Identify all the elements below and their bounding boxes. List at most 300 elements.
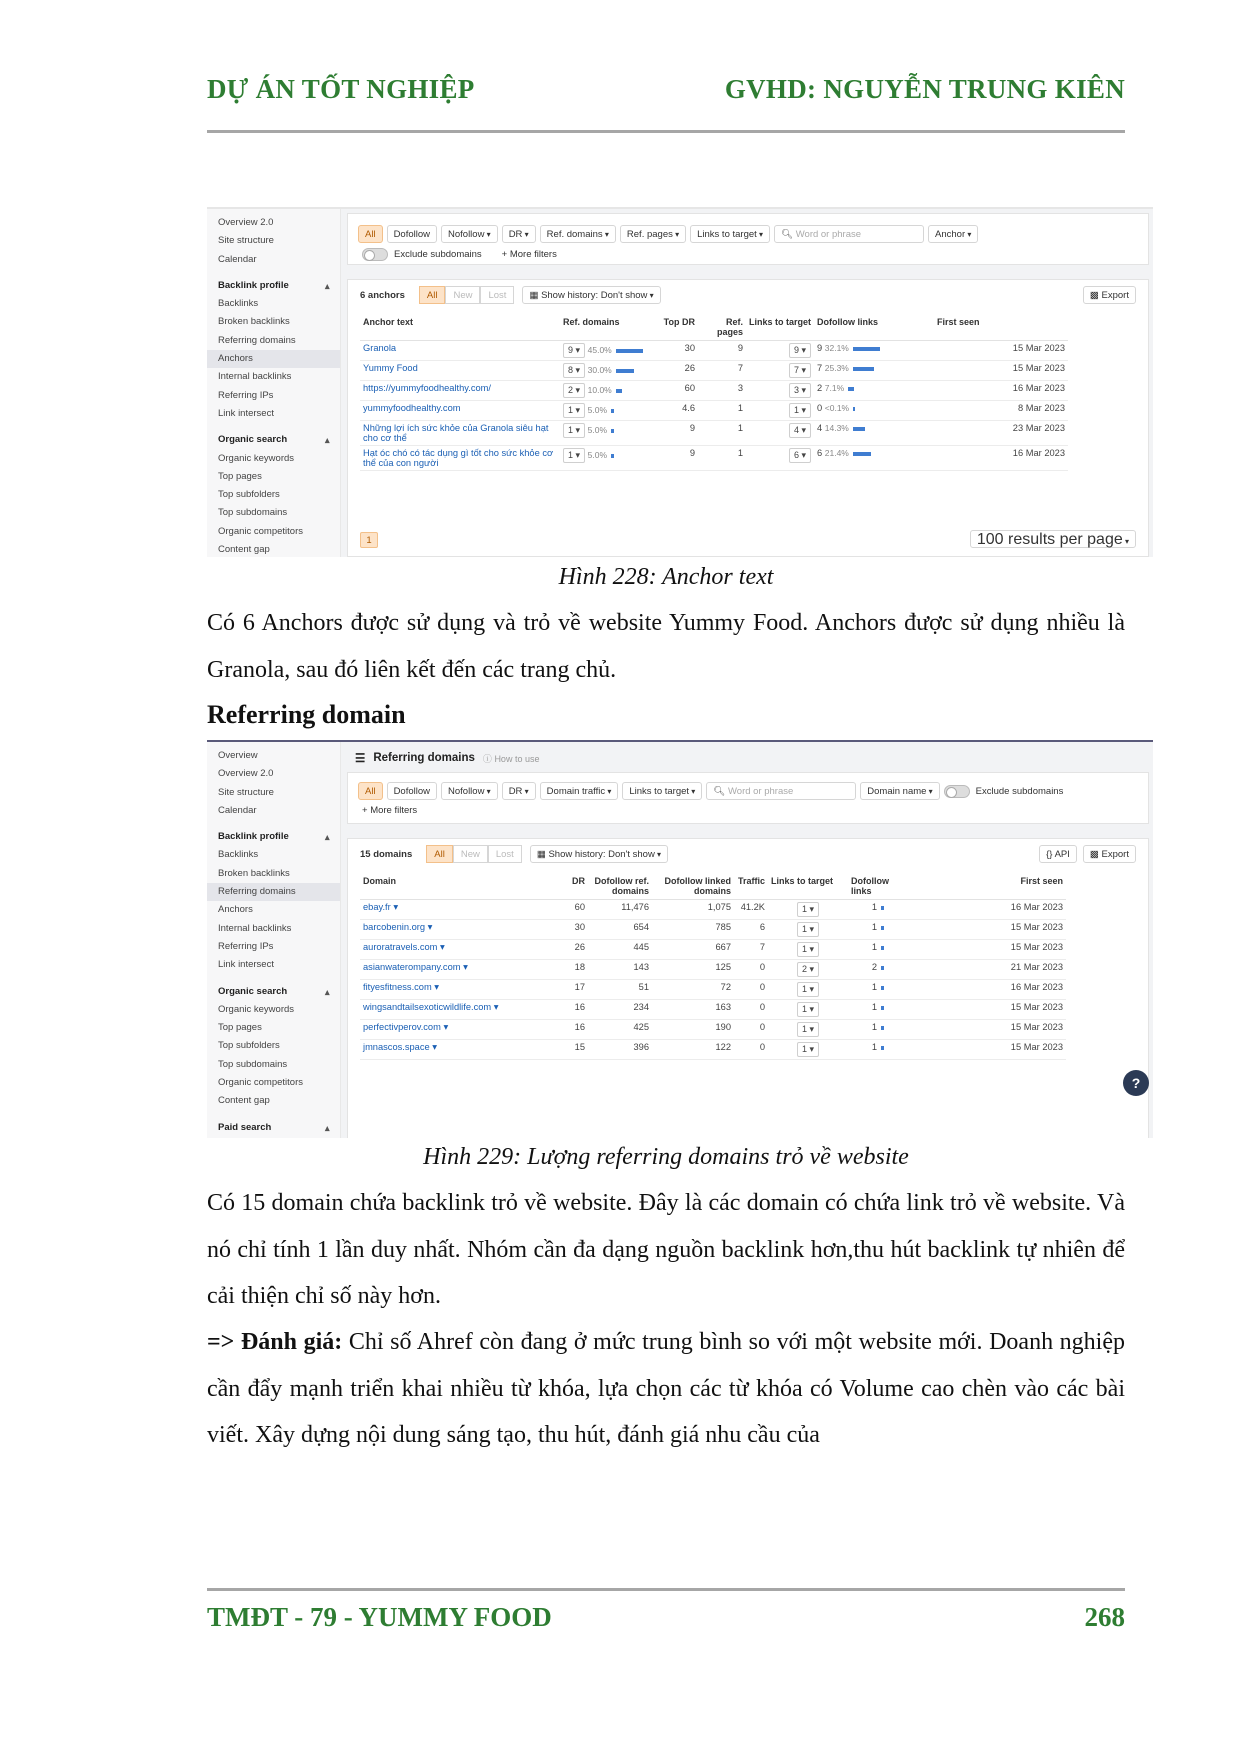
search-input[interactable]: 🔍︎ Word or phrase [706,782,856,800]
domain-name: wingsandtailsexoticwildlife.com [363,1002,492,1012]
links-to-target-value: 9 [793,345,799,355]
header-project-title: DỰ ÁN TỐT NGHIỆP [207,74,475,104]
links-to-target-value: 1 [793,405,799,415]
page-number[interactable]: 1 [360,532,378,548]
first-seen: 15 Mar 2023 [908,920,1066,940]
top-dr: 26 [658,361,698,381]
links-to-target-cell [768,1000,848,1020]
table-row [360,920,1066,940]
sidebar-item[interactable]: Referring IPs [218,940,274,952]
anchor-text[interactable]: Granola [360,341,560,361]
sidebar-item[interactable]: Referring domains [207,883,340,901]
links-to-target-cell [746,381,814,401]
links-to-target-dropdown[interactable]: 1 ▾ [797,1022,819,1037]
footer-divider [207,1588,1125,1591]
table-row [360,421,1068,446]
dofollow-linked-domains: 125 [652,960,734,980]
ref-domains-value: 1 [568,450,574,460]
links-to-target-cell [768,960,848,980]
dofollow-links-value: 9 [817,343,823,353]
domain-name: fityesfitness.com [363,982,432,992]
sidebar-item[interactable]: Internal backlinks [218,371,292,383]
column-header[interactable]: Dofollow ref. domains [588,873,652,900]
filter-domain-name[interactable]: Domain name ▾ [860,782,939,800]
top-dr: 9 [658,446,698,471]
anchors-screenshot [207,207,1153,557]
dofollow-links-cell [814,446,934,471]
dofollow-ref-domains: 11,476 [588,900,652,920]
sidebar-item[interactable]: Top pages [218,1022,262,1034]
first-seen: 16 Mar 2023 [934,446,1068,471]
ref-pages: 1 [698,401,746,421]
ref-domains-cell [560,421,658,446]
dofollow-linked-domains: 667 [652,940,734,960]
anchors-table [360,314,1068,471]
dofollow-links-bar [881,1006,884,1010]
domain-link[interactable]: asianwaterompany.com ▾ [360,960,560,980]
column-header[interactable]: DR [560,873,588,900]
ref-domains-cell [560,381,658,401]
first-seen: 8 Mar 2023 [934,401,1068,421]
filter-panel [347,213,1149,265]
export-icon: ▩ [1089,290,1102,301]
domain-name: barcobenin.org [363,922,426,932]
ref-domains-value: 2 [568,385,574,395]
links-to-target-dropdown[interactable]: 2 ▾ [797,962,819,977]
links-to-target-value: 4 [793,425,799,435]
filter-dofollow[interactable]: Dofollow [387,225,437,243]
ref-domains-value: 1 [568,405,574,415]
dofollow-links-value: 1 [871,1042,878,1052]
dofollow-links-bar [881,1026,884,1030]
sidebar-item[interactable]: Anchors [207,350,340,368]
sidebar-item[interactable]: Organic competitors [218,525,304,537]
dofollow-links-cell [848,920,908,940]
dofollow-links-bar [853,427,865,431]
section-heading: Referring domain [207,700,406,729]
history-dropdown[interactable]: ▦ Show history: Don't show ▾ [522,286,660,304]
ref-domains-bar [616,349,643,353]
paragraph-evaluation [207,1319,1125,1459]
dofollow-links-percent: 21.4% [824,448,849,458]
table-row [360,900,1066,920]
first-seen: 16 Mar 2023 [908,900,1066,920]
links-to-target-value: 1 [801,984,807,994]
links-to-target-value: 1 [801,1044,807,1054]
domain-link[interactable]: wingsandtailsexoticwildlife.com ▾ [360,1000,560,1020]
ref-domains-cell [560,361,658,381]
table-row [360,960,1066,980]
dofollow-links-cell [848,900,908,920]
table-row [360,361,1068,381]
sidebar-item[interactable]: Site structure [218,786,274,798]
page-number: 268 [1084,1602,1125,1632]
paragraph-referring-domains: Có 15 domain chứa backlink trỏ về website. Đây là các domain có chứa link trỏ về website. Và nó chỉ tính 1 lần duy nhất. Nhóm cần đa dạng nguồn backlink hơn,thu hút backlink tự nhiên để cải thiện chỉ số này hơn. [207,1190,1125,1309]
dofollow-links-cell [814,361,934,381]
column-header[interactable]: Dofollow linked domains [652,873,734,900]
dofollow-links-bar [848,387,854,391]
sidebar-item[interactable]: Link intersect [218,407,274,419]
column-header[interactable]: Ref. domains [560,314,658,341]
search-icon: 🔍︎ [781,229,796,240]
dofollow-ref-domains: 425 [588,1020,652,1040]
history-dropdown[interactable]: ▦ Show history: Don't show ▾ [530,845,668,863]
ref-domains-percent: 10.0% [587,385,612,395]
sidebar-section: Paid search ▴ [207,1119,340,1137]
links-to-target-value: 3 [793,385,799,395]
links-to-target-dropdown[interactable]: 1 ▾ [797,922,819,937]
sidebar-item[interactable]: Broken backlinks [218,867,290,879]
status-tabs [419,286,515,304]
dofollow-links-cell [848,1020,908,1040]
ref-domains-cell [560,401,658,421]
dr-value: 18 [560,960,588,980]
sidebar-item[interactable]: Content gap [218,544,270,556]
column-header[interactable]: Dofollow links [848,873,908,900]
anchor-text[interactable]: https://yummyfoodhealthy.com/ [360,381,560,401]
dofollow-ref-domains: 143 [588,960,652,980]
page-title: ☰ Referring domains ⓘ How to use [355,752,540,765]
ref-domains-dropdown[interactable]: 8 ▾ [563,363,585,378]
tab-new[interactable]: New [453,845,488,863]
evaluation-text: Chỉ số Ahref còn đang ở mức trung bình so với một website mới. Doanh nghiệp cần đẩy mạnh triển khai nhiều từ khóa, lựa chọn các từ khóa có Volume cao chèn vào các bài viết. Xây dựng nội dung sáng tạo, thu hút, đánh giá nhu cầu của [207,1329,1125,1448]
column-header[interactable]: Traffic [734,873,768,900]
sidebar-item[interactable]: Top subdomains [218,507,288,519]
sidebar-item[interactable]: Overview 2.0 [218,768,274,780]
links-to-target-cell [768,980,848,1000]
calendar-icon: ▦ [536,849,549,860]
search-input[interactable]: 🔍︎ Word or phrase [774,225,924,243]
traffic-value: 0 [734,980,768,1000]
dr-value: 15 [560,1040,588,1060]
sidebar-item[interactable]: Broken backlinks [218,316,290,328]
links-to-target-dropdown[interactable]: 1 ▾ [797,1002,819,1017]
domains-count: 15 domains [360,848,413,860]
links-to-target-value: 7 [793,365,799,375]
column-header[interactable]: Dofollow links [814,314,934,341]
tab-all[interactable]: All [426,845,453,863]
sidebar-item[interactable]: Overview [218,750,258,761]
filter-dofollow[interactable]: Dofollow [387,782,437,800]
sidebar-section: Organic search ▴ [207,431,340,449]
dofollow-links-value: 0 [817,403,823,413]
links-to-target-dropdown[interactable]: 9 ▾ [789,343,811,358]
links-to-target-dropdown[interactable]: 6 ▾ [789,448,811,463]
sidebar-section: Backlink profile ▴ [207,828,340,846]
dofollow-linked-domains: 785 [652,920,734,940]
evaluation-label: => Đánh giá: [207,1329,343,1355]
dofollow-ref-domains: 654 [588,920,652,940]
links-to-target-dropdown[interactable]: 4 ▾ [789,423,811,438]
table-row [360,381,1068,401]
dofollow-links-value: 7 [817,363,823,373]
exclude-subdomains-toggle[interactable]: Exclude subdomains [944,785,1064,798]
sidebar-item[interactable]: Organic keywords [218,1003,295,1015]
column-header[interactable]: Links to target [746,314,814,341]
table-row [360,401,1068,421]
domain-link[interactable]: jmnascos.space ▾ [360,1040,560,1060]
sidebar-item[interactable]: Site structure [218,235,274,247]
ref-domains-bar [616,369,634,373]
ref-pages: 1 [698,446,746,471]
links-to-target-cell [746,421,814,446]
ref-domains-percent: 5.0% [587,425,608,435]
code-icon: {} [1046,849,1055,860]
sidebar-section: Organic search ▴ [207,983,340,1001]
sidebar [207,742,341,1138]
dofollow-links-value: 1 [871,922,878,932]
dofollow-links-percent: 32.1% [824,343,849,353]
links-to-target-value: 1 [801,1024,807,1034]
info-icon: ⓘ [482,753,495,764]
dofollow-links-bar [881,946,884,950]
sidebar-item[interactable]: Content gap [218,1095,270,1107]
filter-nofollow[interactable]: Nofollow ▾ [441,782,498,800]
dofollow-links-value: 2 [871,962,878,972]
dofollow-linked-domains: 190 [652,1020,734,1040]
filter-ref-pages[interactable]: Ref. pages ▾ [620,225,686,243]
links-to-target-cell [768,900,848,920]
first-seen: 15 Mar 2023 [908,1020,1066,1040]
dofollow-links-bar [881,1046,884,1050]
filter-links-to-target[interactable]: Links to target ▾ [690,225,770,243]
filter-all[interactable]: All [358,782,383,800]
column-header[interactable]: Top DR [658,314,698,341]
domain-link[interactable]: perfectivperov.com ▾ [360,1020,560,1040]
dofollow-linked-domains: 163 [652,1000,734,1020]
tab-new[interactable]: New [445,286,480,304]
filter-dr[interactable]: DR ▾ [502,225,536,243]
page-footer [207,1602,1125,1636]
main-area [341,209,1153,557]
dofollow-ref-domains: 51 [588,980,652,1000]
ref-domains-percent: 45.0% [587,345,612,355]
help-button[interactable]: ? [1123,1070,1149,1096]
ref-domains-value: 8 [568,365,574,375]
anchor-text[interactable]: Yummy Food [360,361,560,381]
anchor-text[interactable]: yummyfoodhealthy.com [360,401,560,421]
table-row [360,1040,1066,1060]
domain-link[interactable]: ebay.fr ▾ [360,900,560,920]
ref-domains-dropdown[interactable]: 1 ▾ [563,403,585,418]
sidebar-item[interactable]: Link intersect [218,959,274,971]
header-advisor: GVHD: NGUYỄN TRUNG KIÊN [724,74,1125,104]
ref-domains-cell [560,446,658,471]
column-header[interactable]: Ref. pages [698,314,746,341]
first-seen: 16 Mar 2023 [934,381,1068,401]
traffic-value: 7 [734,940,768,960]
sidebar-item[interactable]: Organic competitors [218,1077,304,1089]
table-row [360,446,1068,471]
links-to-target-value: 1 [801,904,807,914]
tab-lost[interactable]: Lost [488,845,522,863]
calendar-icon: ▦ [529,290,542,301]
filter-all[interactable]: All [358,225,383,243]
column-header[interactable]: Anchor text [360,314,560,341]
filter-ref-domains[interactable]: Ref. domains ▾ [540,225,616,243]
sidebar-item[interactable]: Overview 2.0 [218,217,274,228]
domains-table [360,873,1066,1060]
header-divider [207,130,1125,133]
anchor-text[interactable]: Những lợi ích sức khỏe của Granola siêu hạt cho cơ thể [360,421,560,446]
sidebar-item[interactable]: Backlinks [218,298,259,310]
ref-domains-dropdown[interactable]: 9 ▾ [563,343,585,358]
column-header[interactable]: Links to target [768,873,848,900]
traffic-value: 0 [734,1020,768,1040]
sidebar-item[interactable]: Calendar [218,804,257,816]
links-to-target-dropdown[interactable]: 1 ▾ [797,982,819,997]
sidebar-item[interactable]: Organic keywords [218,452,295,464]
links-to-target-dropdown[interactable]: 3 ▾ [789,383,811,398]
anchor-text[interactable]: Hạt óc chó có tác dụng gì tốt cho sức khỏe cơ thể của con người [360,446,560,471]
dofollow-links-cell [814,401,934,421]
export-button[interactable]: ▩ Export [1083,845,1136,863]
dofollow-ref-domains: 234 [588,1000,652,1020]
first-seen: 15 Mar 2023 [908,1040,1066,1060]
first-seen: 21 Mar 2023 [908,960,1066,980]
filter-links-to-target[interactable]: Links to target ▾ [622,782,702,800]
links-to-target-value: 2 [801,964,807,974]
ref-domains-bar [611,429,614,433]
dofollow-links-cell [848,1040,908,1060]
column-header[interactable]: First seen [934,314,1068,341]
links-to-target-dropdown[interactable]: 7 ▾ [789,363,811,378]
domain-name: asianwaterompany.com [363,962,461,972]
top-dr: 60 [658,381,698,401]
links-to-target-dropdown[interactable]: 1 ▾ [797,902,819,917]
domain-link[interactable]: barcobenin.org ▾ [360,920,560,940]
ref-pages: 3 [698,381,746,401]
dofollow-links-cell [848,940,908,960]
dofollow-links-cell [814,341,934,361]
column-header[interactable]: Domain [360,873,560,900]
dr-value: 17 [560,980,588,1000]
dofollow-links-percent: 25.3% [824,363,849,373]
ref-domains-bar [611,454,614,458]
ref-domains-value: 9 [568,345,574,355]
links-to-target-dropdown[interactable]: 1 ▾ [797,1042,819,1057]
domain-link[interactable]: auroratravels.com ▾ [360,940,560,960]
dofollow-links-value: 1 [871,1022,878,1032]
top-dr: 30 [658,341,698,361]
results-panel [347,838,1149,1138]
dofollow-links-percent: <0.1% [824,403,850,413]
table-row [360,940,1066,960]
sidebar-section: Backlink profile ▴ [207,277,340,295]
dofollow-links-value: 1 [871,1002,878,1012]
sidebar-item[interactable]: Top subfolders [218,489,280,501]
sidebar [207,209,341,557]
dofollow-links-value: 1 [871,902,878,912]
search-icon: 🔍︎ [713,786,728,797]
more-filters-button[interactable]: + More filters [501,249,557,260]
links-to-target-dropdown[interactable]: 1 ▾ [789,403,811,418]
first-seen: 16 Mar 2023 [908,980,1066,1000]
plus-icon: + [501,249,510,260]
links-to-target-cell [768,1040,848,1060]
domain-name: perfectivperov.com [363,1022,441,1032]
ref-domains-dropdown[interactable]: 2 ▾ [563,383,585,398]
ref-domains-value: 1 [568,425,574,435]
dr-value: 26 [560,940,588,960]
column-header[interactable]: First seen [908,873,1066,900]
per-page-select[interactable]: 100 results per page ▾ [970,530,1136,548]
dr-value: 16 [560,1020,588,1040]
dofollow-links-value: 1 [871,982,878,992]
links-to-target-dropdown[interactable]: 1 ▾ [797,942,819,957]
dofollow-links-bar [853,347,880,351]
api-button[interactable]: {} API [1039,845,1077,863]
filter-anchor[interactable]: Anchor ▾ [928,225,978,243]
export-button[interactable]: ▩ Export [1083,286,1136,304]
dofollow-links-cell [814,421,934,446]
menu-icon[interactable]: ☰ [355,753,366,765]
plus-icon: + [362,805,371,816]
toggle-switch[interactable] [362,248,388,261]
sidebar-item[interactable]: Anchors [218,904,253,916]
sidebar-item[interactable]: Backlinks [218,849,259,861]
table-row [360,980,1066,1000]
ref-domains-bar [611,409,614,413]
ref-domains-dropdown[interactable]: 1 ▾ [563,423,585,438]
tab-lost[interactable]: Lost [480,286,514,304]
tab-all[interactable]: All [419,286,446,304]
links-to-target-cell [746,341,814,361]
domain-name: auroratravels.com [363,942,438,952]
exclude-subdomains-toggle[interactable]: Exclude subdomains [362,248,482,261]
dofollow-links-percent: 14.3% [824,423,849,433]
footer-title: TMĐT - 79 - YUMMY FOOD [207,1602,552,1632]
export-icon: ▩ [1089,849,1102,860]
dofollow-links-value: 6 [817,448,823,458]
paragraph-anchors: Có 6 Anchors được sử dụng và trỏ về website Yummy Food. Anchors được sử dụng nhiều là Granola, sau đó liên kết đến các trang chủ. [207,610,1125,683]
dofollow-ref-domains: 396 [588,1040,652,1060]
dofollow-links-cell [814,381,934,401]
links-to-target-cell [768,940,848,960]
ref-domains-cell [560,341,658,361]
ref-domains-dropdown[interactable]: 1 ▾ [563,448,585,463]
links-to-target-value: 1 [801,944,807,954]
dofollow-links-bar [881,986,884,990]
domain-link[interactable]: fityesfitness.com ▾ [360,980,560,1000]
sidebar-item[interactable]: Top subdomains [218,1058,288,1070]
sidebar-item[interactable]: Top pages [218,470,262,482]
dr-value: 16 [560,1000,588,1020]
ref-domains-percent: 5.0% [587,450,608,460]
links-to-target-cell [768,920,848,940]
traffic-value: 0 [734,960,768,980]
sidebar-item[interactable]: Internal backlinks [218,922,292,934]
links-to-target-value: 1 [801,924,807,934]
more-filters-button[interactable]: + More filters [362,805,418,816]
sidebar-item[interactable]: Referring domains [218,334,296,346]
ref-domains-percent: 5.0% [587,405,608,415]
dr-value: 30 [560,920,588,940]
how-to-use-link[interactable]: ⓘ How to use [482,753,540,764]
toggle-switch[interactable] [944,785,970,798]
dofollow-links-value: 4 [817,423,823,433]
sidebar-item[interactable]: Referring IPs [218,389,274,401]
status-tabs [426,845,522,863]
links-to-target-cell [746,361,814,381]
first-seen: 15 Mar 2023 [934,361,1068,381]
filter-nofollow[interactable]: Nofollow ▾ [441,225,498,243]
filter-dr[interactable]: DR ▾ [502,782,536,800]
dofollow-links-bar [881,906,884,910]
sidebar-item[interactable]: Calendar [218,253,257,265]
filter-domain-traffic[interactable]: Domain traffic ▾ [540,782,619,800]
sidebar-item[interactable]: Top subfolders [218,1040,280,1052]
